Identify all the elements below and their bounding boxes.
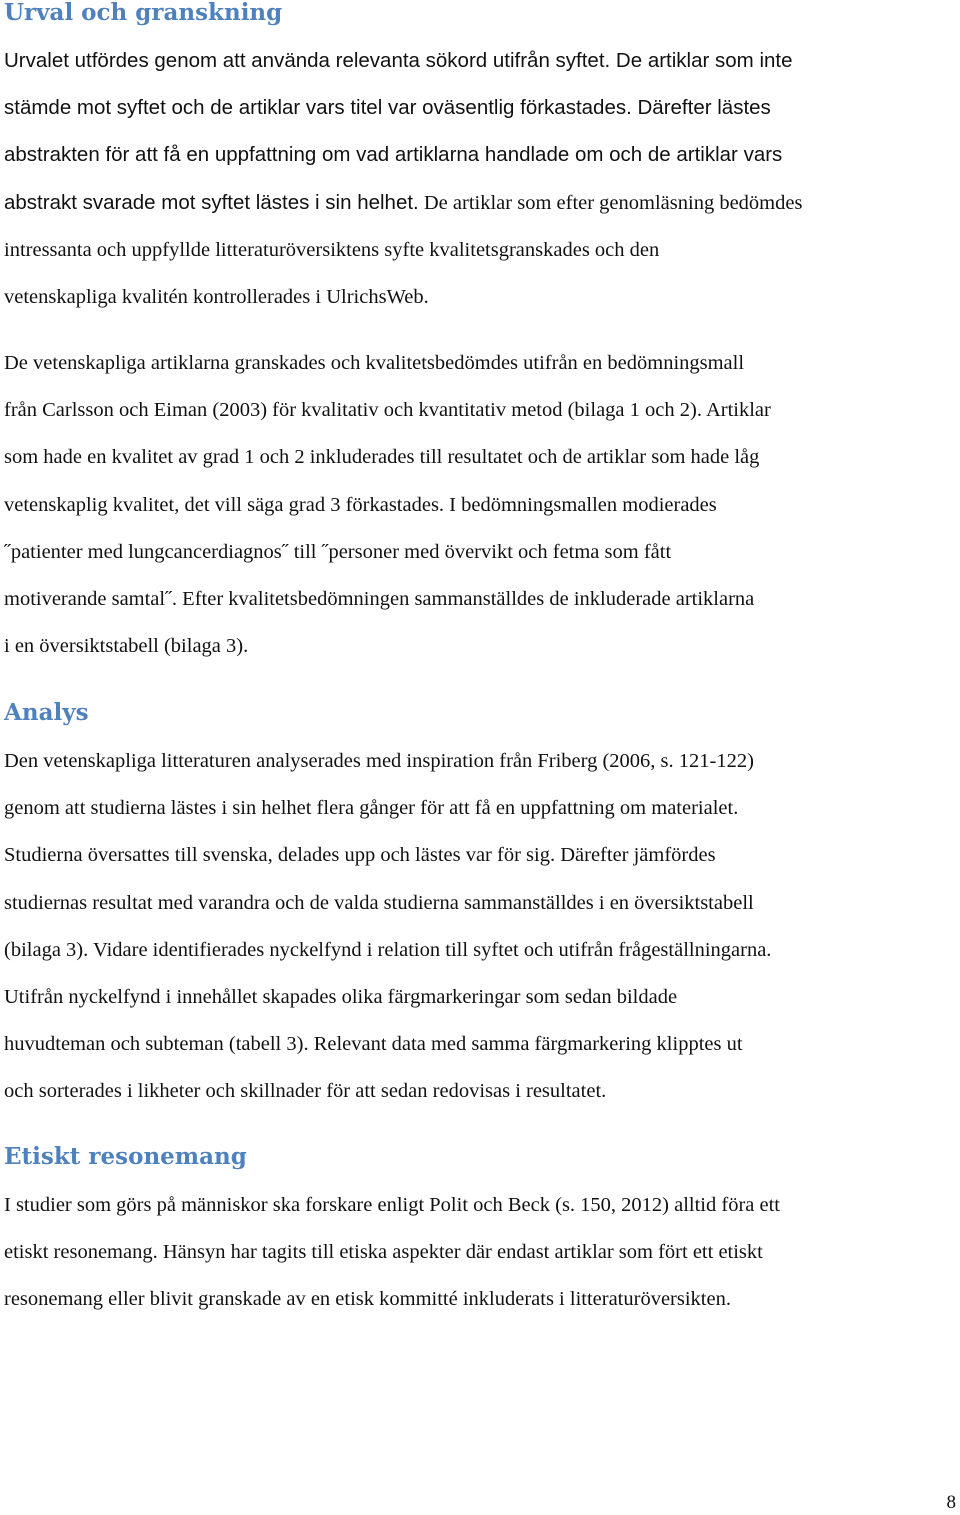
section-heading-analys: Analys bbox=[4, 699, 89, 726]
paragraph-line: Utifrån nyckelfynd i innehållet skapades olika färgmarkeringar som sedan bildade bbox=[4, 986, 678, 1009]
page-number: 8 bbox=[946, 1492, 956, 1513]
paragraph-line: Studierna översattes till svenska, delades upp och lästes var för sig. Därefter jämfördes bbox=[4, 844, 716, 867]
paragraph-urval-1 bbox=[4, 37, 960, 321]
paragraph-urval-2 bbox=[4, 340, 960, 670]
paragraph-line: som hade en kvalitet av grad 1 och 2 inkluderades till resultatet och de artiklar som hade låg bbox=[4, 446, 760, 469]
paragraph-line: stämde mot syftet och de artiklar vars titel var oväsentlig förkastades. Därefter lästes bbox=[4, 96, 771, 120]
paragraph-line: I studier som görs på människor ska forskare enligt Polit och Beck (s. 150, 2012) alltid föra ett bbox=[4, 1194, 780, 1216]
paragraph-line: ˝patienter med lungcancerdiagnos˝ till ˝personer med övervikt och fetma som fått bbox=[4, 540, 672, 563]
paragraph-line: resonemang eller blivit granskade av en etisk kommitté inkluderats i litteraturöversikten. bbox=[4, 1288, 731, 1311]
paragraph-analys bbox=[4, 738, 960, 1116]
paragraph-line: från Carlsson och Eiman (2003) för kvalitativ och kvantitativ metod (bilaga 1 och 2). Artiklar bbox=[4, 399, 771, 422]
paragraph-line: vetenskaplig kvalitet, det vill säga grad 3 förkastades. I bedömningsmallen modierades bbox=[4, 493, 717, 516]
paragraph-line: De artiklar som efter genomläsning bedömdes bbox=[423, 191, 803, 214]
section-heading-urval: Urval och granskning bbox=[4, 0, 283, 26]
paragraph-line: abstrakten för att få en uppfattning om vad artiklarna handlade om och de artiklar vars bbox=[4, 143, 783, 167]
section-heading-etiskt-resonemang: Etiskt resonemang bbox=[4, 1143, 247, 1170]
paragraph-line: intressanta och uppfyllde litteraturöversiktens syfte kvalitetsgranskades och den bbox=[4, 238, 660, 261]
paragraph-line: och sorterades i likheter och skillnader för att sedan redovisas i resultatet. bbox=[4, 1080, 607, 1103]
paragraph-line: De vetenskapliga artiklarna granskades och kvalitetsbedömdes utifrån en bedömningsmall bbox=[4, 352, 745, 374]
paragraph-line: vetenskapliga kvalitén kontrollerades i UlrichsWeb. bbox=[4, 286, 429, 309]
paragraph-line: Urvalet utfördes genom att använda relevanta sökord utifrån syftet. De artiklar som inte bbox=[4, 49, 793, 72]
paragraph-line: genom att studierna lästes i sin helhet flera gånger för att få en uppfattning om materialet. bbox=[4, 797, 739, 820]
paragraph-etiskt-resonemang bbox=[4, 1182, 960, 1324]
paragraph-line: etiskt resonemang. Hänsyn har tagits till etiska aspekter där endast artiklar som fört ett etiskt bbox=[4, 1241, 763, 1264]
paragraph-line: i en översiktstabell (bilaga 3). bbox=[4, 635, 249, 658]
paragraph-line: (bilaga 3). Vidare identifierades nyckelfynd i relation till syftet och utifrån frågeställningarna. bbox=[4, 938, 772, 961]
paragraph-line: Den vetenskapliga litteraturen analyserades med inspiration från Friberg (2006, s. 121-122) bbox=[4, 750, 754, 772]
paragraph-line: abstrakt svarade mot syftet lästes i sin helhet. bbox=[4, 190, 419, 214]
paragraph-line: studiernas resultat med varandra och de valda studierna sammanställdes i en översiktstabell bbox=[4, 891, 754, 914]
paragraph-line: huvudteman och subteman (tabell 3). Relevant data med samma färgmarkering klipptes ut bbox=[4, 1033, 743, 1056]
paragraph-line: motiverande samtal˝. Efter kvalitetsbedömningen sammanställdes de inkluderade artiklarna bbox=[4, 588, 755, 611]
